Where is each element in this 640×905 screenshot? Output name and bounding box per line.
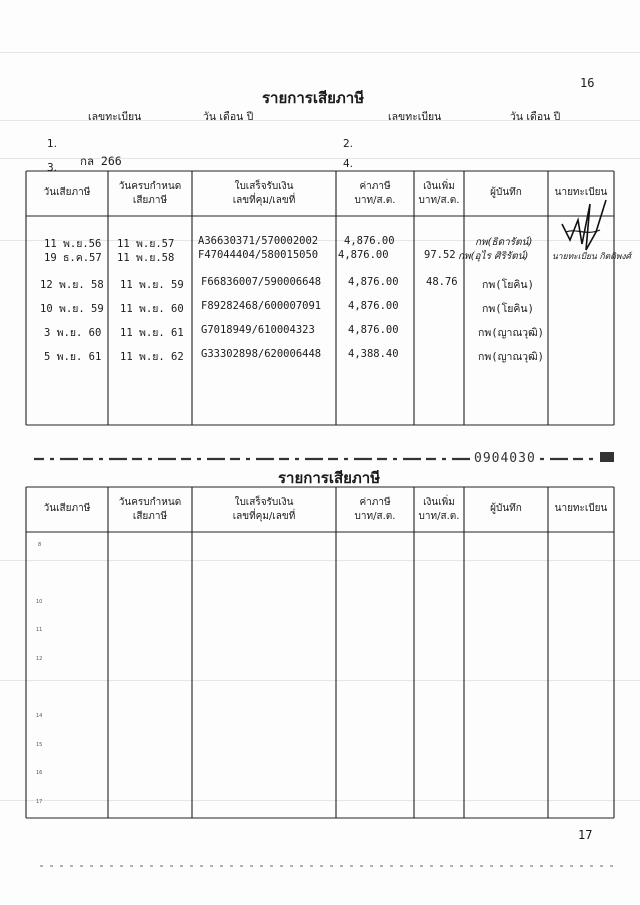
section2-title: รายการเสียภาษี <box>278 469 381 487</box>
row6-due: 11 พ.ย. 62 <box>120 351 184 363</box>
t2-header-receipt: ใบเสร็จรับเงิน เลขที่คุม/เลขที่ <box>232 497 296 522</box>
item-1-label: 1. <box>47 138 58 150</box>
t1-header-receipt: ใบเสร็จรับเงิน เลขที่คุม/เลขที่ <box>232 181 296 206</box>
reg-label-left: เลขทะเบียน <box>88 111 142 123</box>
row-number: 12 <box>36 656 43 662</box>
registrar-signature <box>556 192 616 262</box>
row2-recorder: กพ(อุไร ศิริรัตน์) <box>458 251 529 262</box>
row5-recorder: กพ(ญาณวุฒิ) <box>478 327 544 339</box>
t2-header-paid-date: วันเสียภาษี <box>43 503 91 514</box>
row3-paid: 12 พ.ย. 58 <box>40 279 104 291</box>
item-2-label: 2. <box>343 138 354 150</box>
row3-tax: 4,876.00 <box>348 276 399 288</box>
registrar-note: นายทะเบียน กิตติพงศ์ <box>552 252 631 262</box>
row-number: 16 <box>36 770 43 776</box>
row1-receipt: A36630371/570002002 <box>198 235 319 247</box>
date-label-right: วัน เดือน ปี <box>510 111 561 123</box>
row-number: 14 <box>36 713 43 719</box>
row2-due: 11 พ.ย.58 <box>117 252 175 264</box>
row5-paid: 3 พ.ย. 60 <box>44 327 102 339</box>
row-number: 8 <box>38 542 42 548</box>
row2-tax: 4,876.00 <box>338 249 389 261</box>
row4-receipt: F89282468/600007091 <box>201 300 322 312</box>
plate-number: กล 266 <box>80 154 122 168</box>
t2-header-due-date: วันครบกำหนด เสียภาษี <box>118 497 182 522</box>
t1-header-paid-date: วันเสียภาษี <box>43 187 91 198</box>
row5-receipt: G7018949/610004323 <box>201 324 315 336</box>
t2-header-tax: ค่าภาษี บาท/ส.ต. <box>354 497 396 522</box>
reg-label-right: เลขทะเบียน <box>388 111 442 123</box>
row1-tax: 4,876.00 <box>344 235 395 247</box>
date-label-left: วัน เดือน ปี <box>203 111 254 123</box>
row6-tax: 4,388.40 <box>348 348 399 360</box>
item-3-label: 3. <box>47 162 58 174</box>
row6-paid: 5 พ.ย. 61 <box>44 351 102 363</box>
page-number-bottom: 17 <box>578 828 593 842</box>
t2-header-surcharge: เงินเพิ่ม บาท/ส.ต. <box>418 497 460 522</box>
row6-recorder: กพ(ญาณวุฒิ) <box>478 351 544 363</box>
row2-surcharge: 97.52 <box>424 249 456 261</box>
row-number: 10 <box>36 599 43 605</box>
row1-due: 11 พ.ย.57 <box>117 238 175 250</box>
t2-header-recorder: ผู้บันทึก <box>490 503 522 514</box>
row-number: 15 <box>36 742 43 748</box>
row3-due: 11 พ.ย. 59 <box>120 279 184 291</box>
row1-recorder: กพ(ธิดารัตน์) <box>475 237 533 248</box>
row-number: 17 <box>36 799 43 805</box>
t1-header-surcharge: เงินเพิ่ม บาท/ส.ต. <box>418 181 460 206</box>
row2-receipt: F47044404/580015050 <box>198 249 319 261</box>
row1-paid: 11 พ.ย.56 <box>44 238 102 250</box>
row4-due: 11 พ.ย. 60 <box>120 303 184 315</box>
row4-recorder: กพ(โยคิน) <box>482 303 534 315</box>
t1-header-recorder: ผู้บันทึก <box>490 187 522 198</box>
row3-receipt: F66836007/590006648 <box>201 276 322 288</box>
row4-paid: 10 พ.ย. 59 <box>40 303 104 315</box>
row2-paid: 19 ธ.ค.57 <box>44 252 102 264</box>
scan-strip-number: 0904030 <box>474 451 536 466</box>
row3-recorder: กพ(โยคิน) <box>482 279 534 291</box>
row4-tax: 4,876.00 <box>348 300 399 312</box>
item-4-label: 4. <box>343 158 354 170</box>
row5-due: 11 พ.ย. 61 <box>120 327 184 339</box>
section1-title: รายการเสียภาษี <box>262 89 365 107</box>
row-number: 11 <box>36 627 43 633</box>
t1-header-due-date: วันครบกำหนด เสียภาษี <box>118 181 182 206</box>
row6-receipt: G33302898/620006448 <box>201 348 322 360</box>
row5-tax: 4,876.00 <box>348 324 399 336</box>
t1-header-tax: ค่าภาษี บาท/ส.ต. <box>354 181 396 206</box>
t2-header-registrar: นายทะเบียน <box>554 503 608 514</box>
page-number-top: 16 <box>580 76 595 90</box>
row3-surcharge: 48.76 <box>426 276 458 288</box>
t1-header-registrar: นายทะเบียน <box>554 187 608 198</box>
